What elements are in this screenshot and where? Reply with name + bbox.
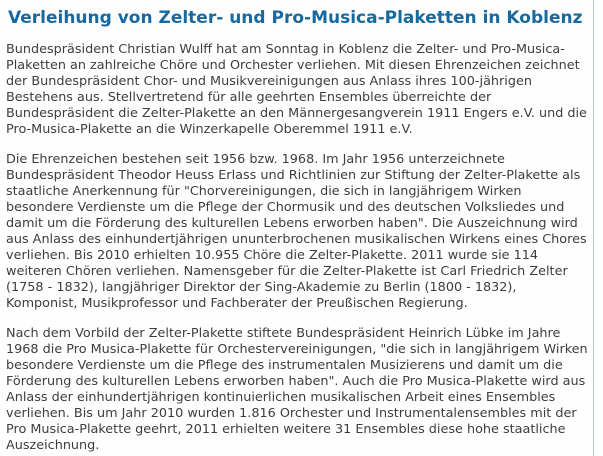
paragraph-zelter-plakette-history: Die Ehrenzeichen bestehen seit 1956 bzw. 1968. Im Jahr 1956 unterzeichnete Bundespräsident Theodor Heuss Erlass und Richtlinien zur Stiftung der Zelter-Plakette als staatliche Anerkennung für "Chorvereinigungen, die sich in langjährigem Wirken besondere Verdienste um die Pflege der Chormusik und des deutschen Volksliedes und damit um die Förderung des kulturellen Lebens erworben haben". Die Auszeichnung wird aus Anlass des einhundertjährigen ununterbrochenen musikalischen Wirkens eines Chores verliehen. Bis 2010 erhielten 10.955 Chöre die Zelter-Plakette. 2011 wurde sie 114 weiteren Chören verliehen. Namensgeber für die Zelter-Plakette ist Carl Friedrich Zelter (1758 - 1832), langjähriger Direktor der Sing-Akademie zu Berlin (1800 - 1832), Komponist, Musikprofessor und Fachberater der Preußischen Regierung.	[6, 152, 587, 311]
vertical-divider	[593, 0, 594, 456]
paragraph-pro-musica-plakette-history: Nach dem Vorbild der Zelter-Plakette stiftete Bundespräsident Heinrich Lübke im Jahre 1968 die Pro Musica-Plakette für Orchestervereinigungen, "die sich in langjährigem Wirken besondere Verdienste um die Pflege des instrumentalen Musizierens und damit um die Förderung des kulturellen Lebens erworben haben". Auch die Pro Musica-Plakette wird aus Anlass der einhundertjährigen kontinuierlichen musikalischen Arbeit eines Ensembles verliehen. Bis um Jahr 2010 wurden 1.816 Orchester und Instrumentalensembles mit der Pro Musica-Plakette geehrt, 2011 erhielten weitere 31 Ensembles diese hohe staatliche Auszeichnung.	[6, 326, 588, 453]
article-body	[6, 42, 589, 454]
page-title: Verleihung von Zelter- und Pro-Musica-Plaketten in Koblenz	[8, 8, 583, 28]
paragraph-award-ceremony: Bundespräsident Christian Wulff hat am Sonntag in Koblenz die Zelter- und Pro-Musica-Plaketten an zahlreiche Chöre und Orchester verliehen. Mit diesen Ehrenzeichen zeichnet der Bundespräsident Chor- und Musikvereinigungen aus Anlass ihres 100-jährigen Bestehens aus. Stellvertretend für alle geehrten Ensembles überreichte der Bundespräsident die Zelter-Plakette an den Männergesangverein 1911 Engers e.V. und die Pro-Musica-Plakette an die Winzerkapelle Oberemmel 1911 e.V.	[6, 42, 587, 137]
